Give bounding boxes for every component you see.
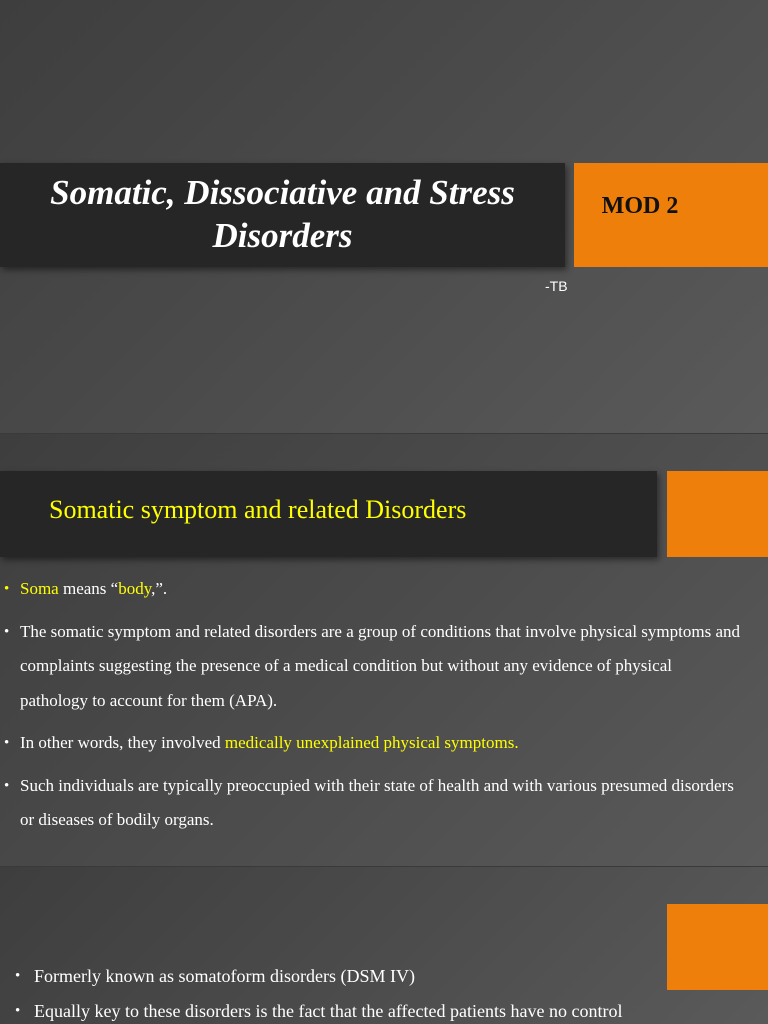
bullet-list	[0, 572, 740, 846]
title-bar	[0, 163, 565, 267]
bullet-item: • Equally key to these disorders is the fact that the affected patients have no control	[0, 994, 700, 1024]
bullet-text: Such individuals are typically preoccupied with their state of health and with various presumed disorders or diseases of bodily organs.	[20, 775, 734, 829]
accent-box	[667, 471, 768, 557]
content-slide-formerly	[0, 867, 768, 1024]
bullet-highlight: Soma	[20, 579, 59, 598]
bullet-item	[0, 769, 740, 838]
bullet-item: • Formerly known as somatoform disorders (DSM IV)	[0, 959, 700, 994]
content-slide-somatic	[0, 434, 768, 866]
bullet-list	[0, 959, 700, 1024]
bullet-highlight: medically unexplained physical symptoms.	[224, 733, 519, 752]
bullet-item	[0, 726, 740, 761]
slide-title	[0, 171, 565, 257]
heading-bar	[0, 471, 657, 557]
slide-title-line2: Disorders	[212, 216, 353, 255]
bullet-text: In other words, they involved	[20, 733, 225, 752]
slide-title-line1: Somatic, Dissociative and Stress	[50, 173, 515, 212]
title-slide	[0, 0, 768, 433]
bullet-text: means “	[58, 579, 119, 598]
bullet-text: ,”.	[151, 579, 168, 598]
module-label: MOD 2	[601, 193, 679, 219]
module-badge	[574, 163, 768, 267]
slide-heading: Somatic symptom and related Disorders	[49, 495, 467, 524]
bullet-item	[0, 572, 740, 607]
author-label: -TB	[545, 278, 568, 294]
bullet-highlight: body	[118, 579, 152, 598]
bullet-text: The somatic symptom and related disorders are a group of conditions that involve physical symptoms and complaints suggesting the presence of a medical condition but without any evidence of physical pathology to account for them (APA).	[20, 621, 740, 710]
bullet-item	[0, 615, 740, 719]
